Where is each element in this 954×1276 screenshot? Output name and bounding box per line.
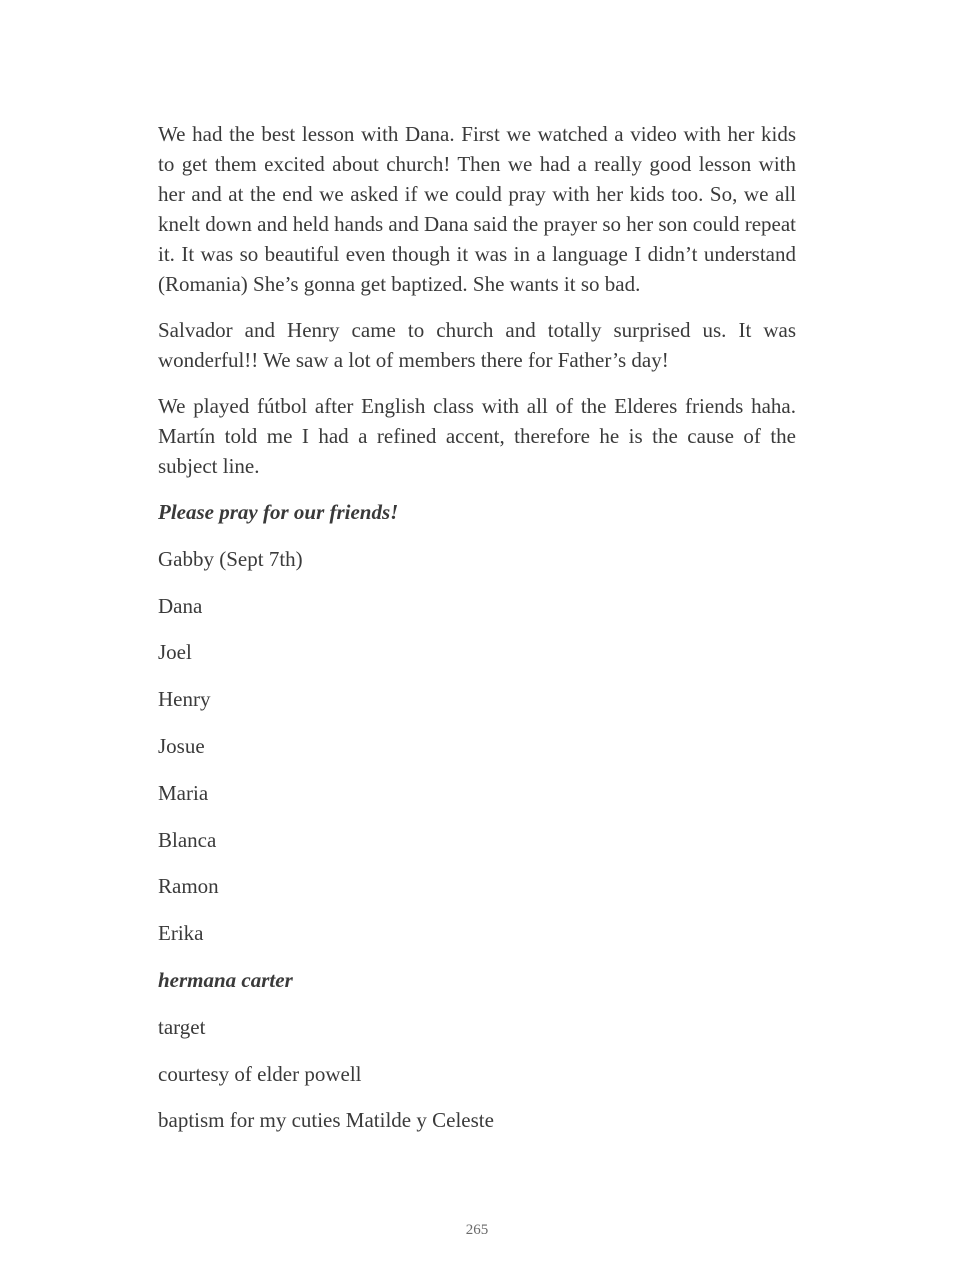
list-item: baptism for my cuties Matilde y Celeste [158,1108,494,1133]
list-item: Gabby (Sept 7th) [158,546,303,571]
list-item: target [158,1014,206,1039]
paragraph-church-visit: Salvador and Henry came to church and totally surprised us. It was wonderful!! We saw a lot of members there for Father’s day! [158,318,796,372]
page-number: 265 [465,1222,489,1238]
list-item: courtesy of elder powell [158,1061,362,1086]
prayer-list [158,544,796,1136]
prayer-heading: Please pray for our friends! [158,500,399,524]
closing-heading: hermana carter [158,967,293,992]
list-item: Maria [158,780,209,805]
list-item: Joel [158,640,192,665]
list-item: Josue [158,733,205,758]
document-body [158,119,796,1135]
list-item: Dana [158,593,203,618]
list-item: Henry [158,687,211,712]
list-item: Blanca [158,827,217,852]
paragraph-futbol: We played fútbol after English class with all of the Elderes friends haha. Martín told me I had a refined accent, therefore he is the cause of the subject line. [158,394,796,478]
list-item: Erika [158,921,204,946]
paragraph-lesson-with-dana: We had the best lesson with Dana. First we watched a video with her kids to get them excited about church! Then we had a really good lesson with her and at the end we asked if we could pray with her kids too. So, we all knelt down and held hands and Dana said the prayer so her son could repeat it. It was so beautiful even though it was in a language I didn’t understand (Romania) She’s gonna get baptized. She wants it so bad. [158,122,796,296]
list-item: Ramon [158,874,219,899]
